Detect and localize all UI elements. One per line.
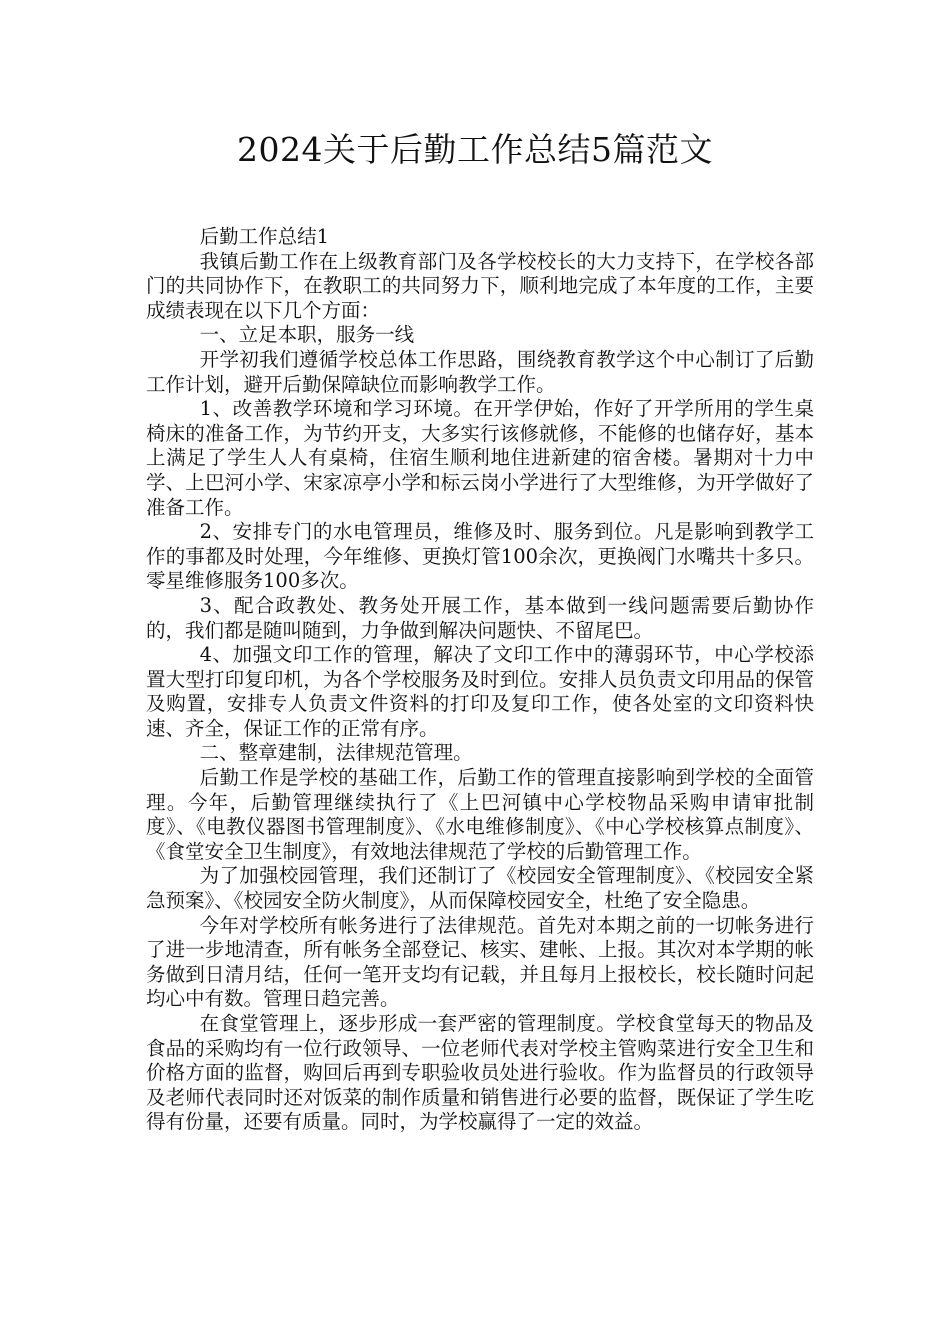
body-paragraph: 今年对学校所有帐务进行了法律规范。首先对本期之前的一切帐务进行了进一步地清查，所有帐务全部登记、核实、建帐、上报。其次对本学期的帐务做到日清月结，任何一笔开支均有记载，并且每月上报校长，校长随时问起均心中有数。管理日趋完善。 — [146, 913, 814, 1011]
list-item-paragraph: 4、加强文印工作的管理，解决了文印工作中的薄弱环节，中心学校添置大型打印复印机，为各个学校服务及时到位。安排人员负责文印用品的保管及购置，安排专人负责文件资料的打印及复印工作，使各处室的文印资料快速、齐全，保证工作的正常有序。 — [146, 643, 814, 740]
section-subheading: 一、立足本职，服务一线 — [199, 323, 415, 347]
document-title: 2024关于后勤工作总结5篇范文 — [237, 130, 713, 169]
list-item-paragraph: 2、安排专门的水电管理员，维修及时、服务到位。凡是影响到教学工作的事都及时处理，今年维修、更换灯管100余次，更换阀门水嘴共十多只。零星维修服务100多次。 — [146, 520, 814, 593]
list-item-paragraph: 3、配合政教处、教务处开展工作，基本做到一线问题需要后勤协作的，我们都是随叫随到，力争做到解决问题快、不留尾巴。 — [146, 593, 814, 642]
body-paragraph: 在食堂管理上，逐步形成一套严密的管理制度。学校食堂每天的物品及食品的采购均有一位行政领导、一位老师代表对学校主管购菜进行安全卫生和价格方面的监督，购回后再到专职验收员处进行验收。作为监督员的行政领导及老师代表同时还对饭菜的制作质量和销售进行必要的监督，既保证了学生吃得有份量，还要有质量。同时，为学校赢得了一定的效益。 — [146, 1012, 814, 1134]
body-paragraph: 为了加强校园管理，我们还制订了《校园安全管理制度》、《校园安全紧急预案》、《校园安全防火制度》，从而保障校园安全，杜绝了安全隐患。 — [146, 864, 814, 913]
body-paragraph: 后勤工作是学校的基础工作，后勤工作的管理直接影响到学校的全面管理。今年，后勤管理继续执行了《上巴河镇中心学校物品采购申请审批制度》、《电教仪器图书管理制度》、《水电维修制度》、《中心学校核算点制度》、《食堂安全卫生制度》，有效地法律规范了学校的后勤管理工作。 — [146, 766, 814, 863]
body-paragraph: 我镇后勤工作在上级教育部门及各学校校长的大力支持下，在学校各部门的共同协作下，在教职工的共同努力下，顺利地完成了本年度的工作，主要成绩表现在以下几个方面： — [146, 249, 814, 322]
list-item-paragraph: 1、改善教学环境和学习环境。在开学伊始，作好了开学所用的学生桌椅床的准备工作，为节约开支，大多实行该修就修，不能修的也储存好，基本上满足了学生人人有桌椅，住宿生顺利地住进新建的宿舍楼。暑期对十力中学、上巴河小学、宋家凉亭小学和标云岗小学进行了大型维修，为开学做好了准备工作。 — [146, 397, 814, 519]
document-body — [146, 225, 814, 1135]
section-heading: 后勤工作总结1 — [199, 225, 330, 248]
section-subheading: 二、整章建制，法律规范管理。 — [199, 741, 473, 765]
body-paragraph: 开学初我们遵循学校总体工作思路，围绕教育教学这个中心制订了后勤工作计划，避开后勤保障缺位而影响教学工作。 — [146, 347, 814, 396]
